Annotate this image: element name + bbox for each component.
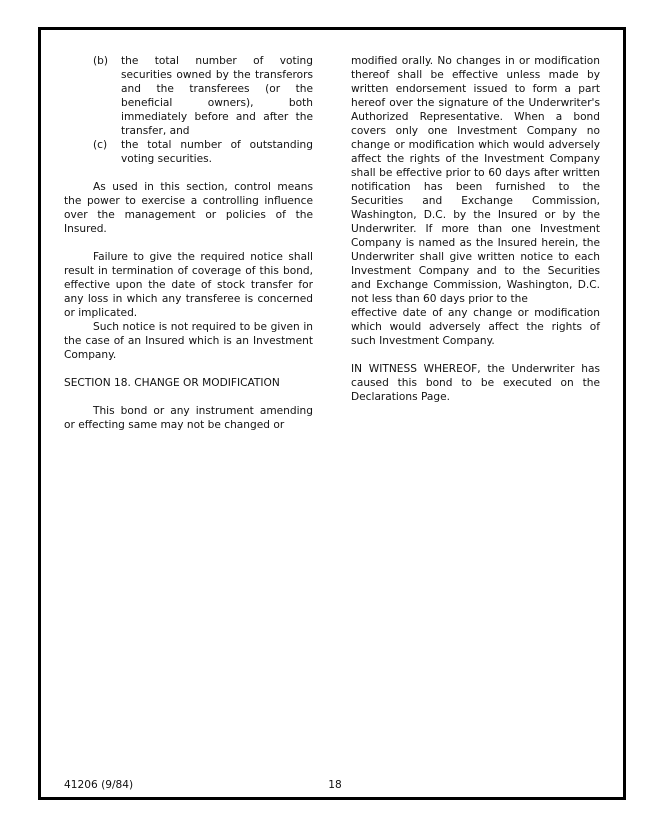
list-item-text: the total number of outstanding voting securities. bbox=[121, 139, 313, 165]
page-number: 18 bbox=[328, 779, 342, 791]
form-number: 41206 (9/84) bbox=[64, 779, 134, 791]
modification-paragraph-continuation-2: effective date of any change or modification which would adversely affect the rights of such Investment Company. bbox=[351, 307, 600, 347]
list-item-b bbox=[93, 54, 313, 138]
section-18-heading: SECTION 18. CHANGE OR MODIFICATION bbox=[64, 377, 280, 389]
list-marker: (c) bbox=[93, 139, 108, 151]
modification-paragraph-start: This bond or any instrument amending or effecting same may not be changed or bbox=[64, 405, 313, 431]
list-marker: (b) bbox=[93, 55, 108, 67]
right-column bbox=[351, 54, 600, 404]
control-definition-paragraph: As used in this section, control means the power to exercise a controlling influence over the management or policies of the Insured. bbox=[64, 181, 313, 235]
modification-paragraph-continuation: modified orally. No changes in or modification thereof shall be effective unless made by written endorsement issued to form a part hereof over the signature of the Underwriter's Authorized Representative. When a bond covers only one Investment Company no change or modification which would adversely affect the rights of the Investment Company shall be effective prior to 60 days after written notification has been furnished to the Securities and Exchange Commission, Washington, D.C. by the Insured or by the Underwriter. If more than one Investment Company is named as the Insured herein, the Underwriter shall give written notice to each Investment Company and to the Securities and Exchange Commission, Washington, D.C. not less than 60 days prior to the bbox=[351, 55, 600, 305]
witness-paragraph: IN WITNESS WHEREOF, the Underwriter has caused this bond to be executed on the Declarations Page. bbox=[351, 363, 600, 403]
failure-notice-paragraph: Failure to give the required notice shall result in termination of coverage of this bond, effective upon the date of stock transfer for any loss in which any transferee is concerned or implicated. bbox=[64, 251, 313, 319]
list-item-c bbox=[93, 138, 313, 166]
list-item-text: the total number of voting securities owned by the transferors and the transferees (or the beneficial owners), both immediately before and after the transfer, and bbox=[121, 55, 313, 137]
notice-exemption-paragraph: Such notice is not required to be given in the case of an Insured which is an Investment Company. bbox=[64, 321, 313, 361]
left-column bbox=[64, 54, 313, 432]
